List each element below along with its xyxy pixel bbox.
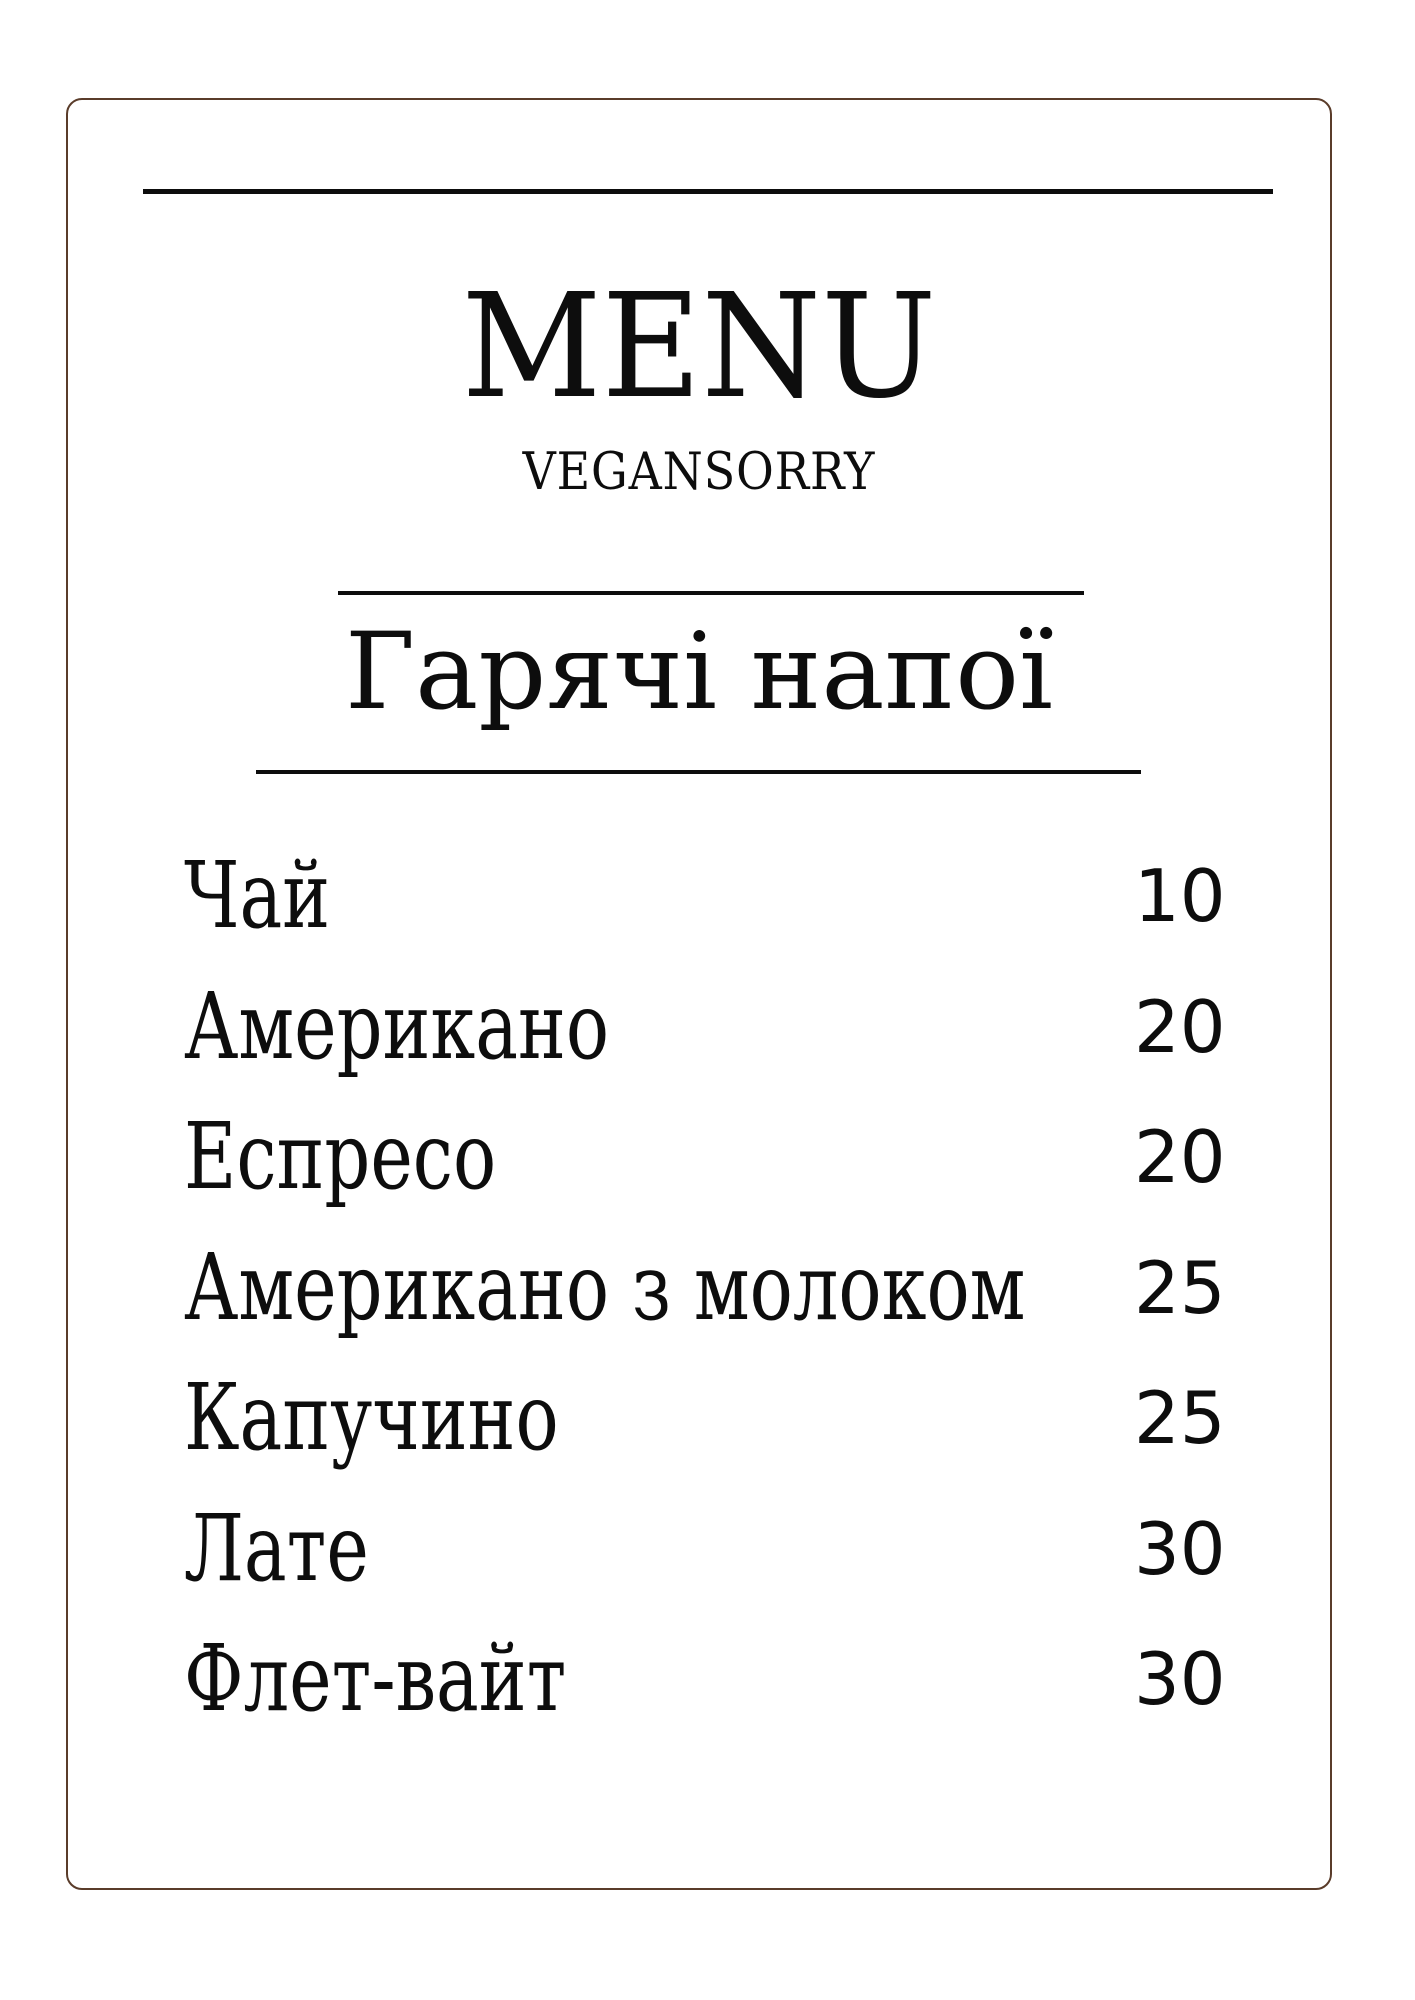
item-name: Чай <box>184 842 331 950</box>
item-name: Флет-вайт <box>184 1625 567 1733</box>
menu-items-list <box>68 831 1330 1745</box>
item-price: 20 <box>1134 984 1226 1069</box>
menu-item-row <box>68 962 1330 1093</box>
item-price: 20 <box>1134 1115 1226 1200</box>
item-price: 25 <box>1134 1376 1226 1461</box>
section-heading <box>68 590 1330 754</box>
menu-item-row <box>68 1223 1330 1354</box>
menu-item-row <box>68 1092 1330 1223</box>
item-price: 10 <box>1134 854 1226 939</box>
menu-card <box>66 98 1332 1890</box>
menu-subtitle <box>68 440 1330 504</box>
item-name: Капучино <box>184 1364 559 1472</box>
section-heading-text: Гарячі напої <box>345 610 1053 733</box>
item-name: Американо з молоком <box>184 1233 1026 1341</box>
menu-item-row <box>68 1484 1330 1615</box>
item-price: 30 <box>1134 1506 1226 1591</box>
item-name: Американо <box>184 972 610 1080</box>
menu-item-row <box>68 831 1330 962</box>
item-price: 25 <box>1134 1245 1226 1330</box>
menu-subtitle-text: VEGANSORRY <box>522 442 876 502</box>
section-divider-bottom <box>256 770 1141 774</box>
menu-item-row <box>68 1353 1330 1484</box>
top-divider <box>143 189 1273 194</box>
menu-item-row <box>68 1614 1330 1745</box>
item-name: Еспресо <box>184 1103 497 1211</box>
item-name: Лате <box>184 1494 369 1602</box>
menu-title-text: MENU <box>461 262 937 430</box>
menu-title <box>68 262 1330 430</box>
item-price: 30 <box>1134 1637 1226 1722</box>
